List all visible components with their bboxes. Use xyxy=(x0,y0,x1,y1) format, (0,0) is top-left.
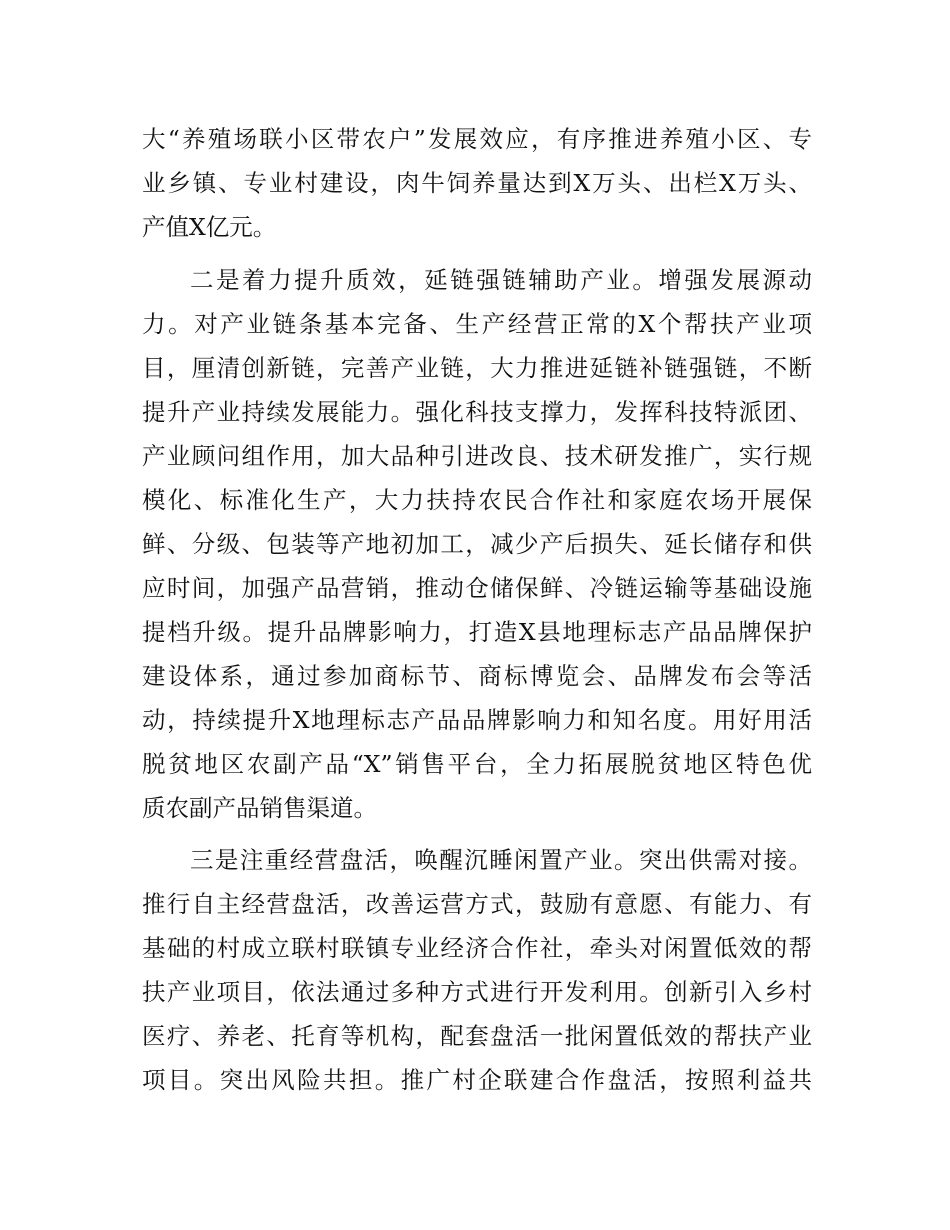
text-line: 鲜、分级、包装等产地初加工，减少产后损失、延长储存和供 xyxy=(142,530,812,558)
text-line: 产值X亿元。 xyxy=(142,213,277,241)
text-line: 医疗、养老、托育等机构，配套盘活一批闲置低效的帮扶产业 xyxy=(142,1022,812,1050)
text-line: 业乡镇、专业村建设，肉牛饲养量达到X万头、出栏X万头、 xyxy=(142,169,812,197)
text-line: 扶产业项目，依法通过多种方式进行开发利用。创新引入乡村 xyxy=(142,978,812,1006)
text-line: 提档升级。提升品牌影响力，打造X县地理标志产品品牌保护 xyxy=(142,618,812,646)
paragraph-1 xyxy=(142,117,812,249)
text-line: 项目。突出风险共担。推广村企联建合作盘活，按照利益共 xyxy=(142,1066,812,1094)
text-line: 动，持续提升X地理标志产品品牌影响力和知名度。用好用活 xyxy=(142,706,812,734)
text-line: 力。对产业链条基本完备、生产经营正常的X个帮扶产业项 xyxy=(142,310,812,338)
paragraph-3 xyxy=(142,838,812,1102)
text-line: 目，厘清创新链，完善产业链，大力推进延链补链强链，不断 xyxy=(142,354,812,382)
text-line: 三是注重经营盘活，唤醒沉睡闲置产业。突出供需对接。 xyxy=(190,846,812,874)
paragraph-2 xyxy=(142,258,812,830)
text-line: 二是着力提升质效，延链强链辅助产业。增强发展源动 xyxy=(190,266,812,294)
text-line: 应时间，加强产品营销，推动仓储保鲜、冷链运输等基础设施 xyxy=(142,574,812,602)
text-line: 建设体系，通过参加商标节、商标博览会、品牌发布会等活 xyxy=(142,662,812,690)
text-line: 大“养殖场联小区带农户”发展效应，有序推进养殖小区、专 xyxy=(142,125,812,153)
text-line: 产业顾问组作用，加大品种引进改良、技术研发推广，实行规 xyxy=(142,442,812,470)
text-line: 模化、标准化生产，大力扶持农民合作社和家庭农场开展保 xyxy=(142,486,812,514)
text-line: 基础的村成立联村联镇专业经济合作社，牵头对闲置低效的帮 xyxy=(142,934,812,962)
text-line: 提升产业持续发展能力。强化科技支撑力，发挥科技特派团、 xyxy=(142,398,812,426)
text-line: 推行自主经营盘活，改善运营方式，鼓励有意愿、有能力、有 xyxy=(142,890,812,918)
text-line: 质农副产品销售渠道。 xyxy=(142,794,377,822)
text-line: 脱贫地区农副产品“X”销售平台，全力拓展脱贫地区特色优 xyxy=(142,750,812,778)
